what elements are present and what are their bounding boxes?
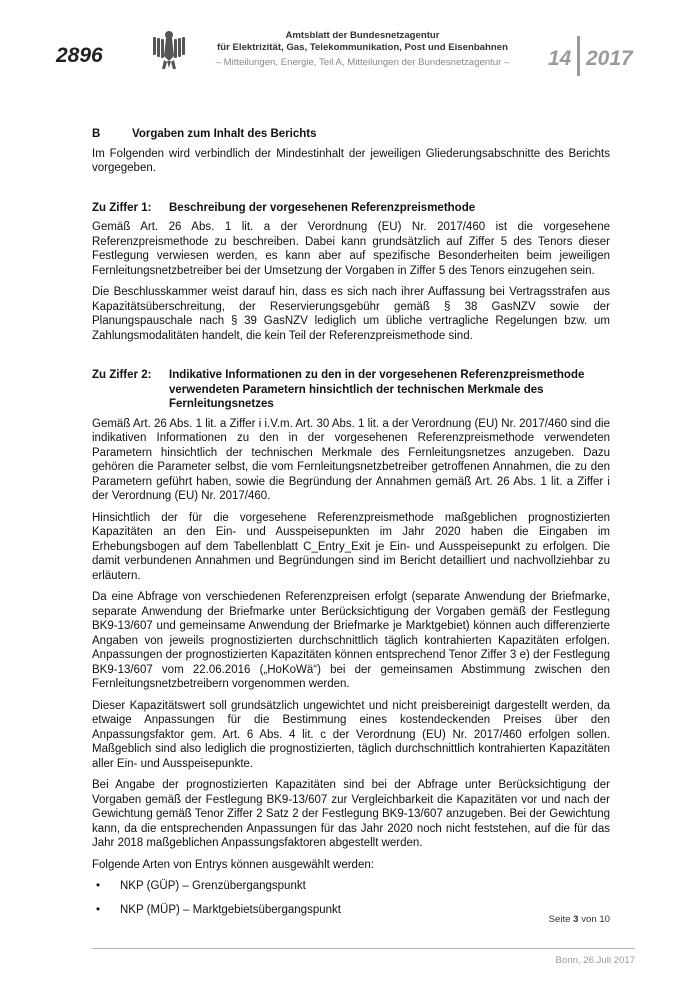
page-current: 3: [573, 914, 579, 925]
page-indicator: [540, 914, 610, 925]
list-item: [92, 903, 610, 918]
ziffer1-heading: [92, 201, 610, 216]
ziffer2-title: Indikative Informationen zu den in der vorgesehenen Referenzpreismethode verwendeten Parametern hinsichtlich der technischen Merkmale des Fernleitungsnetzes: [169, 369, 585, 410]
issue-number: 14: [548, 47, 572, 70]
paragraph: Bei Angabe der prognostizierten Kapazitäten sind bei der Abfrage unter Berücksichtigung der Vorgaben gemäß der Festlegung BK9-13/607 zur Vergleichbarkeit die Kapazitäten vor und nach der Gewichtung gemäß Tenor Ziffer 2 Satz 2 der Festlegung BK9-13/607 anzugeben. Bei der Gewichtung kann, da die entsprechenden Anpassungen für das Jahr 2020 noch nicht feststehen, auf die für das Jahr 2018 maßgeblichen Anpassungsfaktoren abgestellt werden.: [92, 779, 610, 849]
footer-divider: [92, 948, 635, 949]
bullet-icon: •: [96, 880, 101, 892]
paragraph: Gemäß Art. 26 Abs. 1 lit. a der Verordnung (EU) Nr. 2017/460 ist die vorgesehene Referenzpreismethode zu beschreiben. Dabei kann grundsätzlich auf Ziffer 5 des Tenors dieser Festlegung verwiesen werden, es kann aber auf spezifische Besonderheiten beim jeweiligen Fernleitungsnetzbetreiber bei der Umsetzung der Vorgaben in Ziffer 5 des Tenors einzugehen sein.: [92, 221, 610, 277]
issue-year: 2017: [586, 47, 633, 70]
paragraph: Gemäß Art. 26 Abs. 1 lit. a Ziffer i i.V.m. Art. 30 Abs. 1 lit. a der Verordnung (EU) Nr. 2017/460 sind die indikativen Informationen zu den in der vorgesehenen Referenzpreismethode verwendeten Parametern hinsichtlich der technischen Merkmale des Fernleitungsnetzes anzugeben. Dazu gehören die Parameter selbst, die vom Fernleitungsnetzbetreiber getroffenen Annahmen, die zu den Parametern geführt haben, sowie die Begründung der Annahmen gemäß Art. 26 Abs. 1 lit. a Ziffer i der Verordnung (EU) Nr. 2017/460.: [92, 417, 610, 502]
page-number: 2896: [56, 44, 103, 67]
section-title: Vorgaben zum Inhalt des Berichts: [132, 128, 317, 140]
gazette-title-line1: Amtsblatt der Bundesnetzagentur: [285, 30, 440, 41]
paragraph: Die Beschlusskammer weist darauf hin, dass es sich nach ihrer Auffassung bei Vertragsstrafen aus Kapazitätsüberschreitung, der Reservierungsgebühr gemäß § 38 GasNZV sowie der Planungspauschale nach § 39 GasNZV lediglich um übliche vertragliche Regelungen bzw. um Zahlungsmodalitäten handelt, die kein Teil der Referenzpreismethode sind.: [92, 286, 610, 342]
ziffer1-title: Beschreibung der vorgesehenen Referenzpreismethode: [169, 201, 476, 214]
section-heading-b: [92, 127, 610, 142]
list-item-text: NKP (MÜP) – Marktgebietsübergangspunkt: [120, 903, 341, 916]
ziffer2-label: Zu Ziffer 2:: [92, 369, 152, 381]
bullet-icon: •: [96, 903, 101, 916]
list-item-text: NKP (GÜP) – Grenzübergangspunkt: [120, 880, 306, 892]
paragraph: Hinsichtlich der für die vorgesehene Referenzpreismethode maßgeblichen prognostizierten Kapazitäten an den Ein- und Ausspeisepunkten im Jahr 2020 haben die Eingaben im Erhebungsbogen auf dem Tabellenblatt C_Entry_Exit je Ein- und Ausspeisepunkt zu erfolgen. Die damit verbundenen Annahmen und Begründungen sind im Bericht detailliert und nachvollziehbar zu erläutern.: [92, 511, 610, 582]
federal-eagle-icon: [149, 28, 189, 72]
gazette-subtitle: – Mitteilungen, Energie, Teil A, Mitteilungen der Bundesnetzagentur –: [215, 57, 510, 68]
list-item: [92, 879, 610, 894]
page-total: von 10: [581, 914, 610, 925]
paragraph: Da eine Abfrage von verschiedenen Referenzpreisen erfolgt (separate Anwendung der Briefmarke, separate Anwendung der Briefmarke unter Berücksichtigung der Vorgaben gemäß der Festlegung BK9-13/607 und gemeinsame Anwendung der Briefmarke je Marktgebiet) können auch differenzierte Angaben von jeweils prognostizierten durchschnittlich täglich kontrahierten Kapazitäten erfolgen. Anpassungen der prognostizierten Kapazitäten können entsprechend Tenor Ziffer 3 e) der Festlegung BK9-13/607 vom 22.06.2016 („HoKoWä“) bei der gemeinsamen Abstimmung zwischen den Fernleitungsnetzbetreibern vorgenommen werden.: [92, 591, 610, 690]
page-prefix: Seite: [548, 914, 571, 925]
issue-divider: [577, 36, 580, 76]
entry-types-list: [92, 879, 610, 917]
paragraph: Folgende Arten von Entrys können ausgewählt werden:: [92, 858, 374, 871]
paragraph: Dieser Kapazitätswert soll grundsätzlich ungewichtet und nicht preisbereinigt dargestellt werden, da etwaige Anpassungen für die Bestimmung eines kostendeckenden Preises über den Anpassungsfaktor gem. Art. 6 Abs. 4 lit. c der Verordnung (EU) Nr. 2017/460 erfolgen sollen. Maßgeblich sind also lediglich die prognostizierten, täglich durchschnittlich kontrahierten Kapazitäten aller Ein- und Ausspeisepunkte.: [92, 699, 610, 770]
document-body: [92, 127, 610, 926]
section-label: B: [92, 128, 101, 140]
ziffer2-heading: [92, 368, 610, 412]
gazette-title-line2: für Elektrizität, Gas, Telekommunikation, Post und Eisenbahnen: [217, 41, 508, 53]
footer-date: Bonn, 26.Juli 2017: [555, 955, 635, 966]
section-intro: Im Folgenden wird verbindlich der Mindestinhalt der jeweiligen Gliederungsabschnitte des Berichts vorgegeben.: [92, 147, 610, 174]
gazette-title: [210, 30, 515, 53]
ziffer1-label: Zu Ziffer 1:: [92, 201, 152, 214]
